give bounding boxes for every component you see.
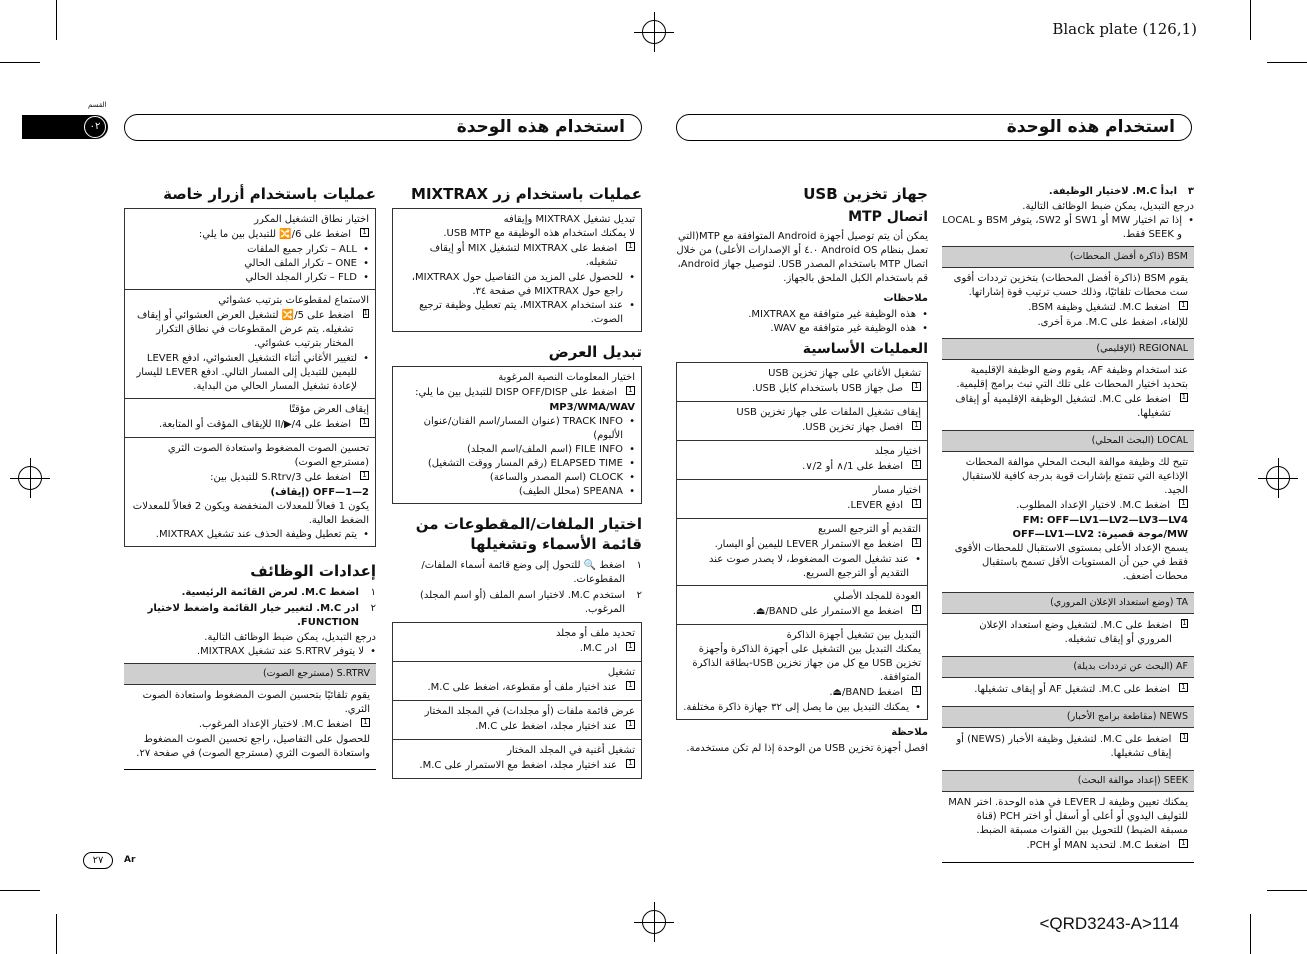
function-title: AF (البحث عن ترددات بديلة): [942, 656, 1194, 678]
step-box-icon: 1: [912, 605, 921, 614]
step-box-icon: 1: [1179, 499, 1188, 508]
operation: [393, 701, 641, 740]
operation-title: التقديم أو الترجيع السريع: [818, 524, 921, 535]
crop-mark: [1250, 0, 1251, 40]
step-text: اضغط 🔍 للتحول إلى وضع قائمة أسماء الملفات/المقطوعات.: [421, 560, 625, 585]
operation-title: تحديد ملف أو مجلد: [555, 628, 635, 639]
column-special-buttons: [124, 184, 376, 770]
column-tuner-functions: [942, 184, 1194, 863]
operation: [677, 363, 927, 402]
step-number: ١: [370, 587, 376, 598]
step-number: ٢: [370, 603, 376, 614]
browse-step: [392, 588, 642, 618]
display-box: [392, 366, 642, 504]
basic-operations-box: [676, 362, 928, 720]
registration-mark: [1266, 466, 1290, 490]
step-text: عند اختيار مجلد، اضغط على M.C.: [475, 721, 617, 732]
paragraph: يمكن أن يتم توصيل أجهزة Android المتوافقة مع MTP(التي تعمل بنظام Android OS ٤.٠ أو الإصدارات الأعلى) من خلال اتصال MTP باستخدام المصدر USB. لتوصيل جهاز Android، قم باستخدام الكبل الملحق بالجهاز.: [676, 231, 928, 284]
operation: [125, 399, 375, 438]
operation: [393, 623, 641, 662]
display-option: • FILE INFO (اسم الملف/اسم المجلد): [399, 443, 635, 457]
function-step: [130, 717, 370, 733]
page-title-left-text: استخدام هذه الوحدة: [456, 117, 625, 137]
bullet-item: • عند تشغيل الصوت المضغوط، لا يصدر صوت عند التقديم أو الترجيع السريع.: [683, 553, 921, 581]
operation-title: تشغيل الأغاني على جهاز تخزين USB: [768, 368, 921, 379]
operation: [393, 209, 641, 331]
bullet-item: • إذا تم اختيار MW أو SW1 أو SW2، يتوفر BSM و LOCAL و SEEK فقط.: [942, 214, 1194, 242]
footer-code: <QRD3243-A>114: [1039, 914, 1179, 933]
function-step: [948, 682, 1188, 698]
step-box-icon: 1: [912, 421, 921, 430]
section-number: ٠٢: [84, 116, 106, 138]
step-text: اضغط على 6/🔀 للتبديل بين ما يلي:: [198, 229, 351, 240]
sound-retriever-levels: OFF—1—2 (إيقاف): [270, 487, 369, 498]
operation-step: [399, 719, 635, 735]
function-title: SEEK (إعداد موالفة البحث): [942, 770, 1194, 792]
operation-title: إيقاف العرض مؤقتًا: [288, 404, 369, 415]
registration-mark: [18, 466, 42, 490]
step-box-icon: 1: [1181, 733, 1187, 741]
note-item: • هذه الوظيفة غير متوافقة مع WAV.: [676, 322, 928, 336]
operation-step: [683, 381, 921, 397]
operation-title: اختيار مسار: [872, 485, 921, 496]
operation-step: [399, 680, 635, 696]
step-number: ١: [636, 560, 642, 571]
operation: [677, 480, 927, 519]
operation-title: اختيار المعلومات النصية المرغوبة: [498, 372, 635, 383]
operation-body: يمكنك التبديل بين التشغيل على أجهزة الذاكرة وأجهزة تخزين USB مع كل من جهاز تخزين USB-بطاقة الذاكرة المتوافقة.: [692, 644, 921, 683]
function-tail: للحصول على التفاصيل، راجع تحسين الصوت المضغوط واستعادة الصوت الثري (مسترجع الصوت) في صفحة ٢٧.: [136, 734, 370, 759]
section-heading: تبديل العرض: [548, 343, 642, 361]
step-text: ادفع LEVER.: [847, 500, 903, 511]
list-box: [392, 622, 642, 779]
function-step: [948, 618, 1188, 648]
function-body: يمكنك تعيين وظيفة لـ LEVER في هذه الوحدة. اختر MAN للتوليف اليدوي أو أعلى أو أسفل أو اختر PCH (قناة مسبقة الضبط) للتحويل بين القنوات مسبقة الضبط.: [948, 797, 1188, 836]
step-box-icon: 1: [361, 718, 370, 727]
registration-mark: [642, 20, 666, 44]
step-number: ٣: [1187, 186, 1194, 197]
crop-mark: [56, 914, 57, 954]
step-text: اضغط على 5/🔀 لتشغيل العرض العشوائي أو إيقاف تشغيله. يتم عرض المقطوعات في نطاق التكرار المختار بترتيب عشوائي.: [136, 310, 354, 349]
step-box-icon: 1: [360, 228, 369, 237]
step-text: اضغط على M.C. لتشغيل وظيفة الأخبار (NEWS) أو إيقاف تشغيلها.: [956, 734, 1172, 759]
function-bsm: [942, 246, 1194, 334]
operation: [677, 441, 927, 480]
step-box-icon: 1: [912, 686, 921, 695]
function-step: [948, 392, 1188, 422]
step-box-icon: 1: [1179, 683, 1188, 692]
operation-step: [683, 498, 921, 514]
section-heading: إعدادات الوظائف: [250, 562, 376, 580]
fm-levels: FM: OFF—LV1—LV2—LV3—LV4: [1022, 515, 1188, 526]
step-box-icon: 1: [1182, 619, 1187, 627]
step-text: ادر M.C.: [579, 643, 617, 654]
plate-label: Black plate (126,1): [1052, 20, 1197, 38]
special-buttons-box: [124, 208, 376, 547]
operation-note: لا يمكنك استخدام هذه الوظيفة مع USB MTP.: [443, 228, 635, 239]
operation-title: اختيار مجلد: [874, 446, 921, 457]
subsection-heading: اتصال MTP: [848, 209, 928, 225]
step-box-icon: 1: [912, 382, 921, 391]
step-box-icon: 1: [626, 681, 635, 690]
function-ta: [942, 592, 1194, 652]
bullet-item: • عند استخدام MIXTRAX، يتم تعطيل وظيفة ترجيع الصوت.: [399, 299, 635, 327]
crop-mark: [1267, 890, 1307, 891]
section-heading: اختيار الملفات/المقطوعات من قائمة الأسماء وتشغيلها: [415, 515, 642, 553]
repeat-option: • ALL – تكرار جميع الملفات: [131, 243, 369, 257]
operation-step: [399, 385, 635, 401]
step-box-icon: 1: [626, 759, 635, 768]
function-body: يقوم BSM (ذاكرة أفضل المحطات) بتخزين ترددات أقوى ست محطات تلقائيًا، وذلك حسب ترتيب قوة إشاراتها.: [953, 273, 1188, 298]
display-option: • TRACK INFO (عنوان المسار/اسم الفنان/عنوان الألبوم): [399, 415, 635, 443]
operation: [393, 367, 641, 503]
formats-label: MP3/WMA/WAV: [549, 402, 635, 413]
function-title: NEWS (مقاطعة برامج الأخبار): [942, 706, 1194, 728]
operation-title: تشغيل: [607, 667, 635, 678]
operation: [125, 290, 375, 399]
step-box-icon: 1: [912, 538, 921, 547]
function-note: يسمح الإعداد الأعلى بمستوى الاستقبال للمحطات الأقوى فقط في حين أن المستويات الأقل تسمح باستقبال محطات أضعف.: [954, 543, 1188, 582]
notes-title: ملاحظات: [883, 293, 928, 304]
step-box-icon: 1: [1181, 393, 1187, 401]
step-text: اضغط مع الاستمرار على BAND/⏏.: [752, 606, 903, 617]
step-text: اضغط على 3/S.Rtrv للتبديل بين:: [210, 472, 351, 483]
step-text: اضغط على 4/▶/II للإيقاف المؤقت أو المتابعة.: [158, 419, 351, 430]
step-text: ابدأ M.C. لاختيار الوظيفة.: [1048, 186, 1177, 197]
operation: [125, 209, 375, 290]
operation-title: اختيار نطاق التشغيل المكرر: [254, 214, 369, 225]
operation-step: [683, 685, 921, 701]
section-label: القسم: [88, 101, 107, 109]
step-text: افصل جهاز تخزين USB.: [802, 422, 903, 433]
operation: [677, 586, 927, 625]
step-text: اضغط على M.C. لتشغيل وضع استعداد الإعلان المروري أو إيقاف تشغيله.: [979, 620, 1172, 645]
browse-step: [392, 558, 642, 588]
function-body: تتيح لك وظيفة موالفة البحث المحلي موالفة المحطات الإذاعية التي تتمتع بإشارات قوية بدرجة كافية للاستقبال الجيد.: [962, 457, 1188, 496]
note-item: • هذه الوظيفة غير متوافقة مع MIXTRAX.: [676, 308, 928, 322]
mixtrax-box: [392, 208, 642, 332]
crop-mark: [1267, 62, 1307, 63]
step-number: ٢: [636, 590, 642, 601]
step-text: اضغط M.C. لاختيار الإعداد المطلوب.: [1016, 500, 1170, 511]
section-heading: عمليات باستخدام زر MIXTRAX: [411, 185, 642, 203]
operation-title: عرض قائمة ملفات (أو مجلدات) في المجلد المختار: [424, 706, 635, 717]
operation-step: [683, 420, 921, 436]
step-text: ادر M.C. لتغيير خيار القائمة واضغط لاختيار FUNCTION.: [147, 603, 359, 628]
divider: [942, 862, 1194, 863]
subsection-heading: العمليات الأساسية: [802, 341, 928, 357]
function-title: REGIONAL (الإقليمي): [942, 338, 1194, 360]
operation: [677, 625, 927, 719]
operation-step: [131, 470, 369, 486]
crop-mark: [56, 0, 57, 40]
operation: [393, 662, 641, 701]
function-seek: [942, 770, 1194, 858]
step-box-icon: 1: [912, 499, 921, 508]
page-title-left: [124, 114, 642, 141]
step-note: درجع التبديل، يمكن ضبط الوظائف التالية.: [1022, 201, 1194, 212]
operation-step: [131, 227, 369, 243]
step-text: اضغط على 1/∧ أو 2/∨.: [802, 461, 903, 472]
function-step: [124, 585, 376, 601]
operation-step: [131, 417, 369, 433]
operation-title: العودة للمجلد الأصلي: [833, 591, 921, 602]
step-box-icon: 1: [360, 418, 369, 427]
display-option: • SPEANA (محلل الطيف): [399, 485, 635, 499]
page-title-right: [676, 114, 1192, 141]
step-box-icon: 1: [912, 460, 921, 469]
page-title-right-text: استخدام هذه الوحدة: [1006, 117, 1175, 137]
operation-step: [683, 537, 921, 553]
operation-title: إيقاف تشغيل الملفات على جهاز تخزين USB: [736, 407, 921, 418]
step-text: اضغط مع الاستمرار LEVER لليمين أو اليسار.: [714, 539, 903, 550]
function-step: [948, 498, 1188, 514]
function-local: [942, 430, 1194, 588]
operation-step: [399, 758, 635, 774]
step-box-icon: 1: [626, 386, 635, 395]
registration-mark: [642, 910, 666, 934]
step-text: اضغط BAND/⏏.: [829, 687, 903, 698]
operation-note: يكون 1 فعالاً للمعدلات المنخفضة ويكون 2 فعالاً للمعدلات الضغط العالية.: [132, 501, 369, 526]
bullet-item: • يتم تعطيل وظيفة الحذف عند تشغيل MIXTRAX.: [131, 528, 369, 542]
step-box-icon: 1: [1179, 301, 1188, 310]
page-number: ٢٧: [83, 852, 113, 869]
step-text: اضغط على DISP OFF/DISP للتبديل بين ما يلي:: [415, 387, 617, 398]
function-news: [942, 706, 1194, 766]
operation-step: [683, 459, 921, 475]
operation-step: [399, 241, 635, 271]
function-step: [948, 300, 1188, 316]
function-title: TA (وضع استعداد الإعلان المروري): [942, 592, 1194, 614]
column-mixtrax: [392, 184, 642, 783]
operation-title: الاستماع لمقطوعات بترتيب عشوائي: [218, 295, 369, 306]
operation-step: [683, 604, 921, 620]
step-box-icon: 1: [626, 642, 635, 651]
operation-title: تشغيل أغنية في المجلد المختار: [507, 745, 635, 756]
operation-step: [131, 308, 369, 352]
function-title: LOCAL (البحث المحلي): [942, 430, 1194, 452]
operation: [677, 402, 927, 441]
step-text: اضغط M.C. لاختيار الإعداد المرغوب.: [198, 719, 352, 730]
step-text: اضغط على M.C. لتشغيل الوظيفة الإقليمية أو إيقاف تشغيلها.: [955, 394, 1171, 419]
step-text: صل جهاز USB باستخدام كابل USB.: [752, 383, 903, 394]
function-note: درجع التبديل، يمكن ضبط الوظائف التالية.: [204, 632, 376, 643]
step-text: استخدم M.C. لاختيار اسم الملف (أو اسم المجلد) المرغوب.: [419, 590, 625, 615]
operation: [125, 438, 375, 546]
function-body: يقوم تلقائيًا بتحسين الصوت المضغوط واستعادة الصوت الثري.: [142, 690, 370, 715]
function-af: [942, 656, 1194, 702]
function-title: BSM (ذاكرة أفضل المحطات): [942, 246, 1194, 268]
bullet-item: • لا يتوفر S.RTRV عند تشغيل MIXTRAX.: [124, 645, 376, 659]
bullet-item: • لتغيير الأغاني أثناء التشغيل العشوائي، ادفع LEVER لليمين للتبديل إلى المسار التالي. ادفع LEVER لليسار لإعادة تشغيل المسار الحالي من البداية.: [131, 352, 369, 394]
step-text: اضغط على MIXTRAX لتشغيل MIX أو إيقاف تشغيله.: [429, 243, 618, 268]
operation-title: تحسين الصوت المضغوط واستعادة الصوت الثري (مسترجع الصوت): [167, 443, 369, 468]
repeat-option: • ONE – تكرار الملف الحالي: [131, 257, 369, 271]
crop-mark: [0, 62, 40, 63]
language-code: Ar: [124, 855, 136, 865]
divider: [124, 769, 376, 770]
repeat-option: • FLD – تكرار المجلد الحالي: [131, 271, 369, 285]
function-title: S.RTRV (مسترجع الصوت): [124, 663, 376, 685]
function-regional: [942, 338, 1194, 426]
bullet-item: • للحصول على المزيد من التفاصيل حول MIXTRAX، راجع حول MIXTRAX في صفحة ٣٤.: [399, 271, 635, 299]
function-body: عند استخدام وظيفة AF، يقوم وضع الوظيفة الإقليمية بتحديد اختيار المحطات على تلك التي تبث برامج إقليمية.: [956, 365, 1188, 390]
operation-title: التبديل بين تشغيل أجهزة الذاكرة: [786, 630, 921, 641]
crop-mark: [0, 890, 40, 891]
display-option: • CLOCK (اسم المصدر والساعة): [399, 471, 635, 485]
operation: [677, 519, 927, 586]
step-text: اضغط M.C. لتحديد MAN أو PCH.: [1026, 840, 1170, 851]
section-heading: جهاز تخزين USB: [803, 185, 928, 203]
operation-step: [399, 641, 635, 657]
function-step: [124, 601, 376, 631]
step-text: عند اختيار ملف أو مقطوعة، اضغط على M.C.: [427, 682, 617, 693]
function-step: [948, 838, 1188, 854]
operation-title: تبديل تشغيل MIXTRAX وإيقافه: [503, 214, 635, 225]
function-step-note: للإلغاء، اضغط على M.C. مرة أخرى.: [1037, 317, 1188, 328]
step-text: اضغط M.C. لتشغيل وظيفة BSM.: [1028, 302, 1170, 313]
note-title: ملاحظة: [891, 727, 928, 738]
step-3: [942, 184, 1194, 200]
step-box-icon: 1: [626, 242, 635, 251]
step-text: عند اختيار مجلد، اضغط مع الاستمرار على M.C.: [419, 760, 617, 771]
display-option: • ELAPSED TIME (رقم المسار ووقت التشغيل): [399, 457, 635, 471]
step-box-icon: 1: [363, 309, 368, 317]
column-usb-storage: [676, 184, 928, 756]
step-text: اضغط M.C. لعرض القائمة الرئيسية.: [181, 587, 359, 598]
bullet-item: • يمكنك التبديل بين ما يصل إلى ٣٢ جهازة ذاكرة مختلفة.: [683, 701, 921, 715]
mw-levels: MW/موجة قصيرة: OFF—LV1—LV2: [1012, 529, 1188, 540]
crop-mark: [1250, 914, 1251, 954]
section-heading: عمليات باستخدام أزرار خاصة: [163, 185, 376, 203]
step-box-icon: 1: [360, 471, 369, 480]
note-text: افصل أجهزة تخزين USB من الوحدة إذا لم تكن مستخدمة.: [686, 743, 928, 754]
step-box-icon: 1: [1179, 839, 1188, 848]
function-srtrv: [124, 663, 376, 765]
step-box-icon: 1: [626, 720, 635, 729]
step-text: اضغط على M.C. لتشغيل AF أو إيقاف تشغيلها.: [974, 684, 1170, 695]
operation: [393, 740, 641, 778]
function-step: [948, 732, 1188, 762]
